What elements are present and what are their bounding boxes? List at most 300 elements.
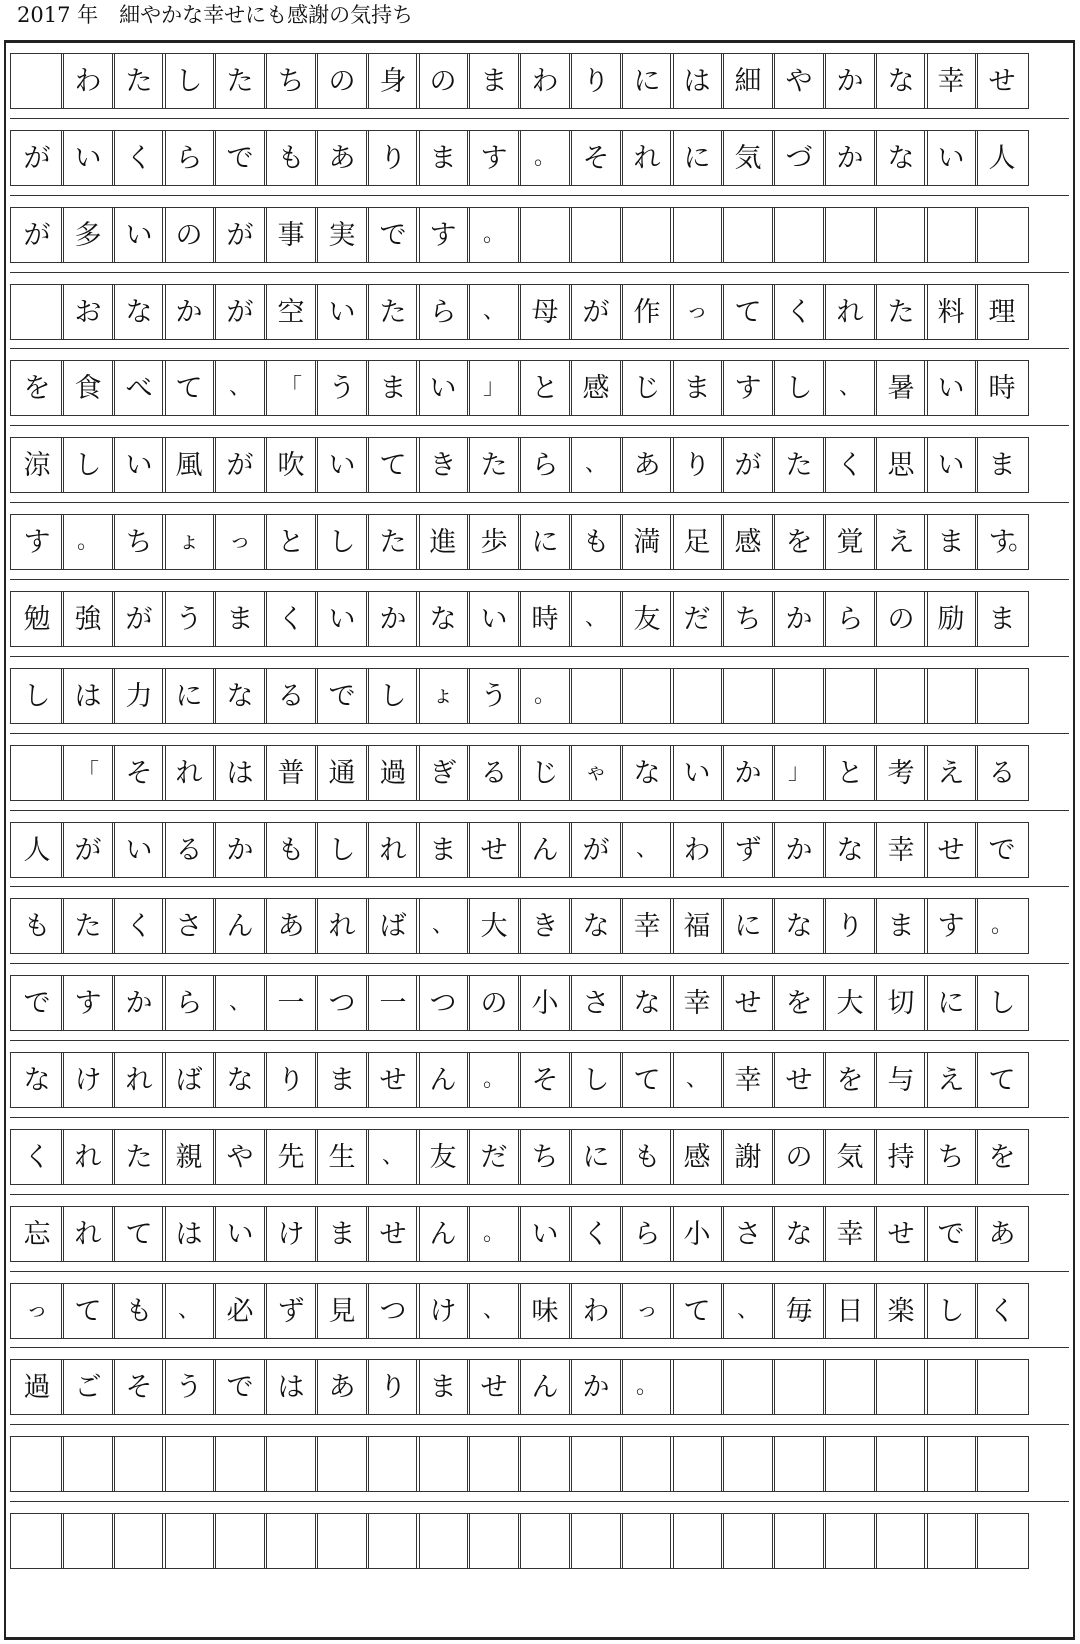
grid-cell: ず <box>721 822 775 878</box>
grid-cell: ち <box>264 53 318 109</box>
grid-cell <box>924 668 978 724</box>
grid-cell: え <box>924 1052 978 1108</box>
grid-cell: 、 <box>670 1052 724 1108</box>
grid-cell: ち <box>721 591 775 647</box>
grid-cell: 、 <box>569 591 623 647</box>
grid-cell: な <box>772 1206 826 1262</box>
grid-cell: せ <box>366 1052 420 1108</box>
grid-cell: し <box>975 975 1029 1031</box>
grid-cell: な <box>823 822 877 878</box>
grid-cell: 幸 <box>670 975 724 1031</box>
grid-cell: ま <box>975 591 1029 647</box>
grid-cell: も <box>620 1129 674 1185</box>
grid-cell: じ <box>620 360 674 416</box>
grid-cell <box>416 1513 470 1569</box>
grid-cell: か <box>772 822 826 878</box>
grid-cell: く <box>112 130 166 186</box>
grid-cell: を <box>772 514 826 570</box>
grid-cell: 。 <box>467 207 521 263</box>
grid-cell: り <box>569 53 623 109</box>
grid-cell <box>112 1513 166 1569</box>
grid-cell: い <box>670 745 724 801</box>
grid-cell: ば <box>162 1052 216 1108</box>
grid-cell: を <box>823 1052 877 1108</box>
grid-cell: れ <box>61 1206 115 1262</box>
grid-cell: も <box>264 130 318 186</box>
grid-cell: す <box>924 898 978 954</box>
grid-cell: 時 <box>518 591 572 647</box>
grid-cell: う <box>162 1359 216 1415</box>
grid-cell: い <box>924 360 978 416</box>
grid-cell: 忘 <box>10 1206 64 1262</box>
grid-cell <box>772 1359 826 1415</box>
grid-cell: て <box>975 1052 1029 1108</box>
grid-cell: 料 <box>924 284 978 340</box>
grid-cell: で <box>213 130 267 186</box>
grid-cell <box>874 1436 928 1492</box>
grid-cell: っ <box>670 284 724 340</box>
grid-cell: 通 <box>315 745 369 801</box>
grid-cell: け <box>61 1052 115 1108</box>
grid-cell: が <box>61 822 115 878</box>
grid-cell: つ <box>315 975 369 1031</box>
grid-cell <box>874 207 928 263</box>
grid-cell: 日 <box>823 1283 877 1339</box>
grid-cell: の <box>772 1129 826 1185</box>
grid-cell: 、 <box>162 1283 216 1339</box>
grid-cell: か <box>213 822 267 878</box>
row-separator <box>10 656 1069 657</box>
grid-cell: に <box>670 130 724 186</box>
grid-cell: 風 <box>162 437 216 493</box>
grid-cell: え <box>874 514 928 570</box>
grid-cell: に <box>162 668 216 724</box>
row-separator <box>10 1194 1069 1195</box>
grid-cell: が <box>213 284 267 340</box>
grid-cell: さ <box>569 975 623 1031</box>
grid-cell: し <box>10 668 64 724</box>
grid-cell <box>874 1359 928 1415</box>
grid-cell <box>823 1436 877 1492</box>
grid-cell: は <box>61 668 115 724</box>
grid-cell: な <box>569 898 623 954</box>
grid-cell: く <box>823 437 877 493</box>
grid-cell: っ <box>10 1283 64 1339</box>
grid-cell: し <box>61 437 115 493</box>
grid-cell <box>620 668 674 724</box>
grid-cell: が <box>569 822 623 878</box>
row-separator <box>10 195 1069 196</box>
grid-cell: 。 <box>518 668 572 724</box>
grid-cell: ま <box>416 822 470 878</box>
grid-cell <box>975 1436 1029 1492</box>
grid-cell: ん <box>213 898 267 954</box>
grid-cell: た <box>366 514 420 570</box>
grid-cell: り <box>264 1052 318 1108</box>
grid-cell <box>721 1513 775 1569</box>
grid-cell <box>569 207 623 263</box>
grid-cell: い <box>112 207 166 263</box>
grid-cell: 人 <box>10 822 64 878</box>
grid-cell: 幸 <box>823 1206 877 1262</box>
grid-cell: く <box>975 1283 1029 1339</box>
grid-cell <box>10 53 64 109</box>
grid-cell: な <box>874 130 928 186</box>
grid-cell: さ <box>162 898 216 954</box>
grid-cell: 。 <box>620 1359 674 1415</box>
grid-cell: つ <box>366 1283 420 1339</box>
grid-cell: っ <box>213 514 267 570</box>
row-separator <box>10 886 1069 887</box>
grid-cell <box>518 207 572 263</box>
grid-cell: で <box>10 975 64 1031</box>
grid-cell: は <box>670 53 724 109</box>
grid-cell: だ <box>670 591 724 647</box>
grid-cell: か <box>721 745 775 801</box>
grid-cell: れ <box>620 130 674 186</box>
grid-cell: う <box>162 591 216 647</box>
grid-cell: 持 <box>874 1129 928 1185</box>
grid-cell <box>721 1436 775 1492</box>
grid-cell: 考 <box>874 745 928 801</box>
row-separator <box>10 579 1069 580</box>
grid-cell: ら <box>416 284 470 340</box>
grid-cell <box>162 1513 216 1569</box>
grid-cell: ち <box>112 514 166 570</box>
grid-cell: と <box>823 745 877 801</box>
grid-cell: ま <box>924 514 978 570</box>
grid-cell: し <box>924 1283 978 1339</box>
grid-cell: 、 <box>467 1283 521 1339</box>
grid-cell: 思 <box>874 437 928 493</box>
grid-cell <box>721 207 775 263</box>
grid-cell <box>874 1513 928 1569</box>
grid-cell: く <box>112 898 166 954</box>
grid-cell: れ <box>823 284 877 340</box>
grid-cell: も <box>569 514 623 570</box>
grid-cell: 友 <box>620 591 674 647</box>
grid-cell: の <box>162 207 216 263</box>
grid-cell: 覚 <box>823 514 877 570</box>
grid-cell: か <box>772 591 826 647</box>
grid-cell: き <box>416 437 470 493</box>
grid-cell: 楽 <box>874 1283 928 1339</box>
grid-cell: の <box>467 975 521 1031</box>
grid-cell <box>823 207 877 263</box>
grid-cell: 過 <box>10 1359 64 1415</box>
grid-cell: た <box>366 284 420 340</box>
grid-cell: く <box>569 1206 623 1262</box>
grid-cell: つ <box>416 975 470 1031</box>
grid-cell <box>518 1513 572 1569</box>
grid-cell: せ <box>366 1206 420 1262</box>
grid-cell: 感 <box>670 1129 724 1185</box>
grid-cell: の <box>874 591 928 647</box>
grid-cell: 「 <box>264 360 318 416</box>
grid-cell: 事 <box>264 207 318 263</box>
grid-cell <box>772 207 826 263</box>
grid-cell: な <box>416 591 470 647</box>
grid-cell: 、 <box>416 898 470 954</box>
grid-cell <box>264 1436 318 1492</box>
grid-cell: て <box>61 1283 115 1339</box>
grid-cell: て <box>670 1283 724 1339</box>
grid-cell: あ <box>315 130 369 186</box>
manuscript-sheet <box>4 40 1075 1640</box>
grid-cell: 吹 <box>264 437 318 493</box>
grid-cell: ょ <box>162 514 216 570</box>
grid-cell: ょ <box>416 668 470 724</box>
row-separator <box>10 272 1069 273</box>
grid-cell: え <box>924 745 978 801</box>
grid-cell <box>772 1436 826 1492</box>
grid-cell: な <box>620 975 674 1031</box>
overflow-character: 。 <box>1008 526 1035 556</box>
grid-cell: ず <box>264 1283 318 1339</box>
grid-cell: 謝 <box>721 1129 775 1185</box>
grid-cell: し <box>162 53 216 109</box>
grid-cell: 幸 <box>721 1052 775 1108</box>
grid-cell: し <box>315 514 369 570</box>
grid-cell: ら <box>823 591 877 647</box>
grid-cell: で <box>315 668 369 724</box>
grid-cell: を <box>975 1129 1029 1185</box>
grid-cell: を <box>10 360 64 416</box>
grid-cell: か <box>112 975 166 1031</box>
grid-cell <box>823 1513 877 1569</box>
grid-cell: 福 <box>670 898 724 954</box>
grid-cell: り <box>366 130 420 186</box>
grid-cell: す <box>61 975 115 1031</box>
grid-cell: そ <box>112 745 166 801</box>
grid-cell <box>10 284 64 340</box>
row-separator <box>10 1347 1069 1348</box>
grid-cell: せ <box>721 975 775 1031</box>
grid-cell: り <box>823 898 877 954</box>
row-separator <box>10 118 1069 119</box>
row-separator <box>10 963 1069 964</box>
grid-cell: ご <box>61 1359 115 1415</box>
row-separator <box>10 733 1069 734</box>
grid-cell: い <box>213 1206 267 1262</box>
grid-cell: は <box>213 745 267 801</box>
grid-cell <box>721 668 775 724</box>
grid-cell <box>467 1436 521 1492</box>
grid-cell: 細 <box>721 53 775 109</box>
grid-cell: と <box>264 514 318 570</box>
grid-cell: が <box>10 207 64 263</box>
grid-cell: 多 <box>61 207 115 263</box>
grid-cell: る <box>975 745 1029 801</box>
grid-cell: す <box>975 514 1029 570</box>
grid-cell: ら <box>620 1206 674 1262</box>
grid-cell: 小 <box>670 1206 724 1262</box>
grid-cell <box>975 668 1029 724</box>
grid-cell: 幸 <box>924 53 978 109</box>
grid-cell: 普 <box>264 745 318 801</box>
grid-cell: ま <box>315 1206 369 1262</box>
grid-cell <box>670 1359 724 1415</box>
grid-cell: 味 <box>518 1283 572 1339</box>
grid-cell: わ <box>61 53 115 109</box>
grid-cell: き <box>518 898 572 954</box>
grid-cell <box>924 1513 978 1569</box>
grid-cell: わ <box>670 822 724 878</box>
grid-cell: か <box>366 591 420 647</box>
grid-cell: ら <box>518 437 572 493</box>
grid-cell: す <box>467 130 521 186</box>
row-separator <box>10 810 1069 811</box>
grid-cell: ま <box>670 360 724 416</box>
grid-cell: ち <box>518 1129 572 1185</box>
grid-cell <box>61 1436 115 1492</box>
grid-cell <box>213 1436 267 1492</box>
grid-cell: 、 <box>823 360 877 416</box>
grid-cell: 、 <box>620 822 674 878</box>
grid-cell <box>772 668 826 724</box>
grid-cell: た <box>213 53 267 109</box>
grid-cell: 進 <box>416 514 470 570</box>
grid-cell: 気 <box>823 1129 877 1185</box>
grid-cell: 。 <box>61 514 115 570</box>
grid-cell: 切 <box>874 975 928 1031</box>
grid-cell: ん <box>416 1052 470 1108</box>
grid-cell: が <box>569 284 623 340</box>
grid-cell <box>721 1359 775 1415</box>
grid-cell: ん <box>518 1359 572 1415</box>
grid-cell: ま <box>467 53 521 109</box>
grid-cell: い <box>315 284 369 340</box>
grid-cell: れ <box>112 1052 166 1108</box>
grid-cell: か <box>162 284 216 340</box>
grid-cell: し <box>772 360 826 416</box>
grid-cell: 」 <box>467 360 521 416</box>
grid-cell: か <box>823 130 877 186</box>
grid-cell <box>467 1513 521 1569</box>
grid-cell: 大 <box>467 898 521 954</box>
grid-cell: 母 <box>518 284 572 340</box>
grid-cell: く <box>10 1129 64 1185</box>
grid-cell <box>924 1436 978 1492</box>
grid-cell: ば <box>366 898 420 954</box>
grid-cell: た <box>874 284 928 340</box>
grid-cell: で <box>213 1359 267 1415</box>
grid-cell: ん <box>416 1206 470 1262</box>
grid-cell: な <box>10 1052 64 1108</box>
grid-cell: で <box>366 207 420 263</box>
grid-cell <box>10 745 64 801</box>
essay-title: 2017 年 細やかな幸せにも感謝の気持ち <box>17 3 414 27</box>
grid-cell: そ <box>569 130 623 186</box>
grid-cell: ぎ <box>416 745 470 801</box>
grid-cell <box>315 1436 369 1492</box>
grid-cell: 、 <box>213 975 267 1031</box>
grid-cell: 友 <box>416 1129 470 1185</box>
grid-cell <box>823 1359 877 1415</box>
grid-cell <box>670 668 724 724</box>
grid-cell: の <box>315 53 369 109</box>
grid-cell: 満 <box>620 514 674 570</box>
grid-cell: い <box>416 360 470 416</box>
grid-cell: だ <box>467 1129 521 1185</box>
grid-cell: れ <box>366 822 420 878</box>
grid-cell <box>569 1436 623 1492</box>
grid-cell: 、 <box>569 437 623 493</box>
grid-cell: ん <box>518 822 572 878</box>
grid-cell: う <box>467 668 521 724</box>
grid-cell: た <box>61 898 115 954</box>
grid-cell: 身 <box>366 53 420 109</box>
grid-cell: は <box>162 1206 216 1262</box>
grid-cell <box>874 668 928 724</box>
grid-cell: く <box>772 284 826 340</box>
grid-cell <box>569 1513 623 1569</box>
grid-cell: ま <box>975 437 1029 493</box>
grid-cell: 一 <box>264 975 318 1031</box>
grid-cell: し <box>315 822 369 878</box>
grid-cell <box>670 1513 724 1569</box>
grid-cell: か <box>569 1359 623 1415</box>
grid-cell: れ <box>315 898 369 954</box>
grid-cell: な <box>874 53 928 109</box>
grid-cell: 先 <box>264 1129 318 1185</box>
grid-cell: 歩 <box>467 514 521 570</box>
grid-cell: せ <box>772 1052 826 1108</box>
row-separator <box>10 1271 1069 1272</box>
grid-cell: に <box>518 514 572 570</box>
grid-cell: ま <box>416 1359 470 1415</box>
grid-cell <box>975 1513 1029 1569</box>
grid-cell: 時 <box>975 360 1029 416</box>
grid-cell <box>264 1513 318 1569</box>
grid-cell: に <box>620 53 674 109</box>
grid-cell: せ <box>924 822 978 878</box>
grid-cell: て <box>366 437 420 493</box>
grid-cell <box>366 1436 420 1492</box>
grid-cell: 親 <box>162 1129 216 1185</box>
grid-cell: て <box>721 284 775 340</box>
grid-cell: ま <box>874 898 928 954</box>
grid-cell <box>10 1513 64 1569</box>
grid-cell <box>823 668 877 724</box>
grid-cell: う <box>315 360 369 416</box>
grid-cell: て <box>162 360 216 416</box>
grid-cell <box>670 1436 724 1492</box>
grid-cell: あ <box>264 898 318 954</box>
grid-cell: 見 <box>315 1283 369 1339</box>
grid-cell <box>518 1436 572 1492</box>
grid-cell: り <box>366 1359 420 1415</box>
grid-cell: の <box>416 53 470 109</box>
grid-cell: そ <box>518 1052 572 1108</box>
grid-cell: 気 <box>721 130 775 186</box>
grid-cell: 幸 <box>620 898 674 954</box>
grid-cell: 小 <box>518 975 572 1031</box>
grid-cell: が <box>721 437 775 493</box>
grid-cell: た <box>112 1129 166 1185</box>
grid-cell: て <box>620 1052 674 1108</box>
grid-cell: 。 <box>518 130 572 186</box>
grid-cell: で <box>924 1206 978 1262</box>
grid-cell <box>620 1513 674 1569</box>
grid-cell: 感 <box>721 514 775 570</box>
grid-cell: ち <box>924 1129 978 1185</box>
grid-cell <box>416 1436 470 1492</box>
grid-cell: い <box>315 437 369 493</box>
grid-cell: け <box>416 1283 470 1339</box>
grid-cell: お <box>61 284 115 340</box>
grid-cell: ゃ <box>569 745 623 801</box>
